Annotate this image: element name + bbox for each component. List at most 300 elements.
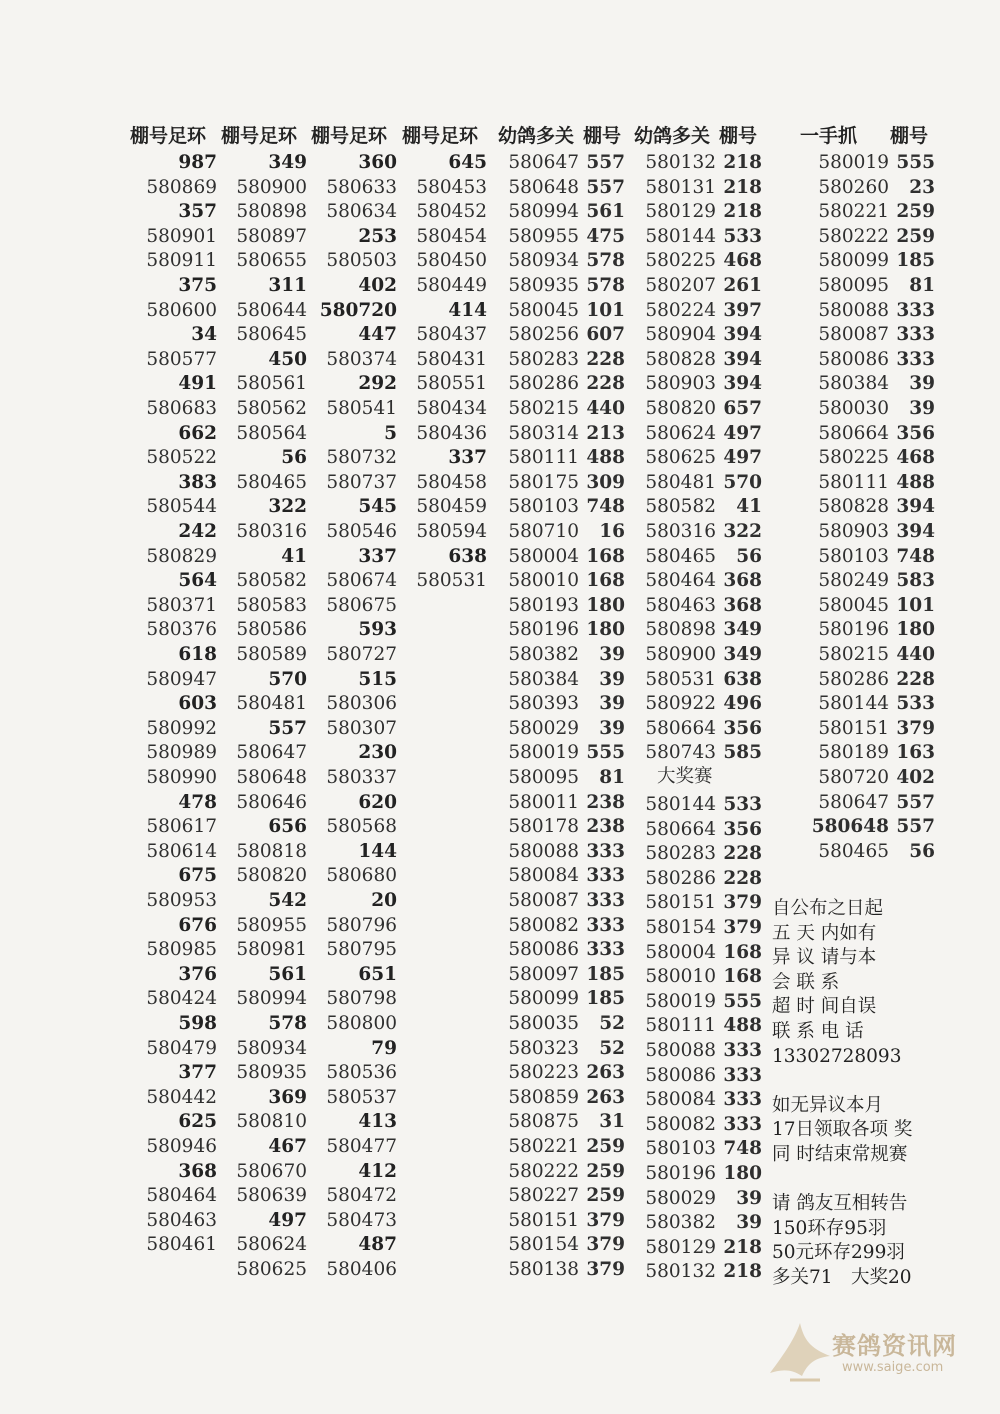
ring-number: 580463 [645,594,716,616]
shed-number: 585 [723,742,762,764]
shed-number: 333 [723,1040,762,1061]
shed-number: 440 [586,398,625,419]
ring-cell: 580436 [416,422,487,444]
ring-cell: 625 [178,1111,217,1133]
ring-number: 580820 [645,398,716,419]
ring-cell: 580829 [146,545,217,567]
notice-line: 13302728093 [772,1045,902,1067]
ring-number: 580193 [508,594,579,616]
shed-number: 394 [896,521,935,542]
ring-cell: 580600 [146,299,217,321]
ring-number: 580283 [508,348,579,370]
shed-number: 228 [723,867,762,889]
ring-cell: 580901 [146,225,217,247]
ring-number: 580465 [818,840,889,862]
ring-number: 580131 [645,176,716,198]
ring-number: 580103 [508,496,579,518]
ring-number: 580154 [645,917,716,938]
shed-number: 349 [723,644,762,665]
shed-number: 557 [896,816,935,838]
ring-cell: 580795 [326,939,397,961]
ring-number: 580129 [645,1236,716,1258]
ring-number: 580196 [818,619,889,641]
ring-number: 580103 [818,545,889,567]
ring-number: 580035 [508,1013,579,1034]
shed-number: 259 [896,225,935,247]
notice-line: 联 系 电 话 [772,1021,864,1042]
shed-number: 748 [723,1138,762,1160]
ring-cell: 580655 [236,250,307,272]
shed-number: 52 [599,1013,625,1034]
ring-number: 580082 [508,914,579,936]
ring-cell: 593 [358,619,397,641]
ring-cell: 580810 [236,1111,307,1133]
ring-cell: 620 [358,791,397,813]
ring-number: 580087 [508,890,579,911]
ring-number: 580132 [645,1261,716,1283]
ring-cell: 580818 [236,840,307,862]
shed-number: 101 [586,299,625,321]
ring-number: 580582 [645,496,716,518]
shed-number: 533 [896,693,935,715]
shed-number: 218 [723,1236,762,1258]
ring-number: 580088 [645,1040,716,1061]
shed-number: 180 [896,619,935,641]
ring-number: 580095 [508,767,579,788]
shed-number: 333 [896,348,935,370]
shed-number: 101 [896,594,935,616]
notice-line: 超 时 间自误 [772,996,877,1018]
ring-cell: 580434 [416,398,487,419]
ring-cell: 491 [178,373,217,395]
ring-number: 580151 [645,892,716,914]
shed-number: 238 [586,791,625,813]
ring-cell: 580536 [326,1062,397,1084]
ring-cell: 369 [268,1086,307,1108]
ring-number: 580664 [645,818,716,840]
ring-number: 580743 [645,742,716,764]
ring-cell: 292 [358,373,397,395]
ring-cell: 645 [448,152,487,173]
ring-number: 580111 [508,447,579,469]
ring-cell: 413 [358,1111,397,1133]
ring-cell: 253 [358,225,397,247]
ring-number: 580045 [818,594,889,616]
shed-number: 218 [723,152,762,173]
ring-number: 580215 [818,644,889,665]
shed-number: 39 [599,717,625,739]
ring-cell: 580551 [416,373,487,395]
shed-number: 488 [586,447,625,469]
ring-cell: 383 [178,471,217,493]
ring-cell: 322 [268,496,307,518]
shed-number: 497 [723,447,762,469]
ring-number: 580221 [508,1136,579,1157]
shed-number: 185 [896,250,935,272]
shed-number: 379 [586,1234,625,1256]
shed-number: 557 [586,176,625,198]
shed-number: 31 [599,1111,625,1133]
ring-cell: 580644 [236,299,307,321]
ring-cell: 580371 [146,594,217,616]
ring-cell: 450 [268,348,307,370]
shed-number: 748 [586,496,625,518]
ring-cell: 580990 [146,767,217,788]
ring-number: 580144 [818,693,889,715]
ring-number: 580222 [508,1160,579,1182]
ring-cell: 580947 [146,668,217,690]
shed-number: 39 [909,398,935,419]
ring-number: 580084 [645,1089,716,1111]
ring-cell: 580737 [326,471,397,493]
shed-number: 218 [723,176,762,198]
ring-number: 580138 [508,1259,579,1280]
shed-number: 657 [723,398,762,419]
ring-number: 580086 [508,939,579,961]
ring-cell: 564 [178,570,217,592]
ring-number: 580099 [818,250,889,272]
ring-cell: 79 [371,1037,397,1059]
ring-cell: 497 [268,1209,307,1231]
notice-line: 50元环存299羽 [772,1242,905,1264]
shed-number: 333 [586,939,625,961]
shed-number: 41 [736,496,762,518]
ring-cell: 580577 [146,348,217,370]
ring-cell: 580431 [416,348,487,370]
ring-cell: 580675 [326,594,397,616]
header-col4: 棚号足环 [402,125,479,147]
shed-number: 218 [723,1261,762,1283]
ring-number: 580994 [508,201,579,223]
ring-cell: 580955 [236,914,307,936]
ring-number: 580095 [818,275,889,296]
ring-cell: 651 [358,963,397,985]
ring-cell: 580316 [236,521,307,542]
ring-cell: 580680 [326,865,397,887]
shed-number: 561 [586,201,625,223]
ring-number: 580465 [645,545,716,567]
ring-cell: 357 [178,201,217,223]
ring-number: 580393 [508,693,579,715]
shed-number: 394 [723,324,762,346]
shed-number: 379 [586,1259,625,1280]
ring-number: 580097 [508,963,579,985]
shed-number: 555 [896,152,935,173]
ring-cell: 580374 [326,348,397,370]
ring-number: 580011 [508,791,579,813]
shed-number: 238 [586,816,625,838]
ring-cell: 580459 [416,496,487,518]
notice-line: 异 议 请与本 [772,947,877,969]
shed-number: 309 [586,471,625,493]
header-youge1-shed: 棚号 [583,125,622,147]
shed-number: 39 [909,373,935,395]
shed-number: 333 [723,1064,762,1086]
header-youge2: 幼鸽多关 [634,125,711,147]
ring-cell: 20 [371,890,397,911]
ring-number: 580111 [818,471,889,493]
ring-cell: 580479 [146,1037,217,1059]
ring-number: 580323 [508,1037,579,1059]
header-col3: 棚号足环 [311,125,388,147]
pigeon-logo-icon [760,1318,840,1388]
ring-number: 580004 [508,545,579,567]
ring-number: 580029 [508,717,579,739]
ring-cell: 467 [268,1136,307,1157]
ring-cell: 662 [178,422,217,444]
shed-number: 557 [896,791,935,813]
ring-number: 580086 [645,1064,716,1086]
ring-cell: 580633 [326,176,397,198]
ring-number: 580903 [818,521,889,542]
ring-number: 580382 [645,1212,716,1234]
ring-cell: 580589 [236,644,307,665]
notice-line: 17日领取各项 奖 [772,1119,913,1141]
ring-cell: 580541 [326,398,397,419]
shed-number: 397 [723,299,762,321]
ring-number: 580922 [645,693,716,715]
ring-number: 580087 [818,324,889,346]
ring-number: 580086 [818,348,889,370]
shed-number: 168 [586,570,625,592]
shed-number: 748 [896,545,935,567]
shed-number: 23 [909,176,935,198]
ring-cell: 580900 [236,176,307,198]
shed-number: 468 [896,447,935,469]
ring-cell: 580800 [326,1013,397,1034]
header-yishouzhua-shed: 棚号 [890,125,929,147]
ring-number: 580828 [818,496,889,518]
ring-cell: 580537 [326,1086,397,1108]
shed-number: 56 [736,545,762,567]
ring-cell: 580561 [236,373,307,395]
ring-cell: 580897 [236,225,307,247]
ring-cell: 580981 [236,939,307,961]
shed-number: 533 [723,794,762,815]
header-col1: 棚号足环 [130,125,207,147]
ring-cell: 349 [268,152,307,173]
shed-number: 56 [909,840,935,862]
ring-number: 580010 [645,966,716,988]
shed-number: 39 [736,1187,762,1209]
ring-cell: 580406 [326,1259,397,1280]
shed-number: 259 [586,1136,625,1157]
ring-cell: 580639 [236,1185,307,1207]
ring-cell: 242 [178,521,217,542]
ring-cell: 580503 [326,250,397,272]
ring-cell: 580720 [319,299,397,321]
ring-cell: 598 [178,1013,217,1034]
ring-cell: 144 [358,840,397,862]
ring-number: 580215 [508,398,579,419]
ring-number: 580648 [508,176,579,198]
ring-number: 580384 [508,668,579,690]
shed-number: 394 [723,348,762,370]
shed-number: 218 [723,201,762,223]
ring-cell: 360 [358,152,397,173]
ring-number: 580648 [811,816,889,838]
shed-number: 263 [586,1062,625,1084]
notice-line: 如无异议本月 [772,1094,884,1116]
shed-number: 333 [896,324,935,346]
shed-number: 379 [586,1209,625,1231]
ring-cell: 580568 [326,816,397,838]
shed-number: 402 [896,767,935,788]
ring-number: 580256 [508,324,579,346]
ring-number: 580019 [818,152,889,173]
ring-cell: 580376 [146,619,217,641]
ring-cell: 580946 [146,1136,217,1157]
shed-number: 638 [723,668,762,690]
shed-number: 180 [586,619,625,641]
shed-number: 180 [586,594,625,616]
ring-cell: 638 [448,545,487,567]
ring-number: 580647 [508,152,579,173]
ring-cell: 56 [281,447,307,469]
ring-cell: 580727 [326,644,397,665]
ring-cell: 580449 [416,275,487,296]
ring-cell: 580624 [236,1234,307,1256]
shed-number: 259 [586,1185,625,1207]
shed-number: 578 [586,275,625,296]
ring-cell: 580670 [236,1160,307,1182]
ring-cell: 580594 [416,521,487,542]
ring-cell: 580683 [146,398,217,419]
shed-number: 259 [896,201,935,223]
ring-number: 580154 [508,1234,579,1256]
ring-number: 580196 [645,1163,716,1184]
ring-number: 580481 [645,471,716,493]
shed-number: 39 [599,668,625,690]
shed-number: 349 [723,619,762,641]
ring-cell: 375 [178,275,217,296]
shed-number: 39 [736,1212,762,1234]
ring-cell: 580546 [326,521,397,542]
shed-number: 394 [723,373,762,395]
ring-cell: 414 [448,299,487,321]
shed-number: 583 [896,570,935,592]
ring-cell: 557 [268,717,307,739]
shed-number: 394 [896,496,935,518]
ring-cell: 580953 [146,890,217,911]
ring-number: 580935 [508,275,579,296]
shed-number: 557 [586,152,625,173]
ring-cell: 580452 [416,201,487,223]
shed-number: 468 [723,250,762,272]
ring-cell: 580796 [326,914,397,936]
ring-cell: 368 [178,1160,217,1182]
ring-number: 580625 [645,447,716,469]
shed-number: 39 [599,693,625,715]
ring-cell: 580450 [416,250,487,272]
ring-cell: 447 [358,324,397,346]
shed-number: 379 [723,892,762,914]
ring-number: 580151 [508,1209,579,1231]
ring-cell: 570 [268,668,307,690]
ring-cell: 580477 [326,1136,397,1157]
ring-cell: 580820 [236,865,307,887]
ring-number: 580384 [818,373,889,395]
shed-number: 475 [586,225,625,247]
ring-cell: 580544 [146,496,217,518]
ring-number: 580221 [818,201,889,223]
ring-number: 580316 [645,521,716,542]
ring-cell: 561 [268,963,307,985]
ring-number: 580132 [645,152,716,173]
shed-number: 261 [723,275,762,296]
ring-number: 580010 [508,570,579,592]
ring-number: 580531 [645,668,716,690]
shed-number: 259 [586,1160,625,1182]
shed-number: 356 [723,717,762,739]
shed-number: 163 [896,742,935,764]
shed-number: 185 [586,988,625,1010]
ring-number: 580223 [508,1062,579,1084]
ring-cell: 580461 [146,1234,217,1256]
shed-number: 488 [896,471,935,493]
shed-number: 496 [723,693,762,715]
ring-cell: 603 [178,693,217,715]
shed-number: 213 [586,422,625,444]
notice-line: 请 鸽友互相转告 [772,1193,908,1215]
ring-number: 580004 [645,941,716,963]
ring-cell: 311 [268,275,307,296]
ring-number: 580222 [818,225,889,247]
header-yishouzhua: 一手抓 [800,125,858,147]
ring-number: 580103 [645,1138,716,1160]
ring-cell: 580985 [146,939,217,961]
ring-cell: 580648 [236,767,307,788]
shed-number: 16 [599,521,625,542]
ring-cell: 580617 [146,816,217,838]
shed-number: 356 [896,422,935,444]
header-youge2-shed: 棚号 [719,125,758,147]
ring-cell: 545 [358,496,397,518]
ring-cell: 580625 [236,1259,307,1280]
ring-number: 580178 [508,816,579,838]
shed-number: 333 [896,299,935,321]
ring-number: 580875 [508,1111,579,1133]
ring-cell: 580647 [236,742,307,764]
ring-cell: 402 [358,275,397,296]
ring-cell: 676 [178,914,217,936]
ring-cell: 580465 [236,471,307,493]
ring-cell: 412 [358,1160,397,1182]
shed-number: 228 [723,843,762,865]
ring-cell: 487 [358,1234,397,1256]
ring-number: 580099 [508,988,579,1010]
ring-cell: 580437 [416,324,487,346]
ring-cell: 580992 [146,717,217,739]
shed-number: 555 [586,742,625,764]
ring-cell: 580911 [146,250,217,272]
ring-number: 580286 [508,373,579,395]
ring-number: 580151 [818,717,889,739]
shed-number: 168 [723,941,762,963]
shed-number: 379 [896,717,935,739]
ring-number: 580283 [645,843,716,865]
ring-cell: 618 [178,644,217,665]
shed-number: 440 [896,644,935,665]
ring-number: 580934 [508,250,579,272]
ring-cell: 580424 [146,988,217,1010]
ring-cell: 377 [178,1062,217,1084]
ring-cell: 987 [178,152,217,173]
ring-number: 580227 [508,1185,579,1207]
ring-number: 580144 [645,225,716,247]
ring-cell: 580732 [326,447,397,469]
ring-number: 580088 [818,299,889,321]
